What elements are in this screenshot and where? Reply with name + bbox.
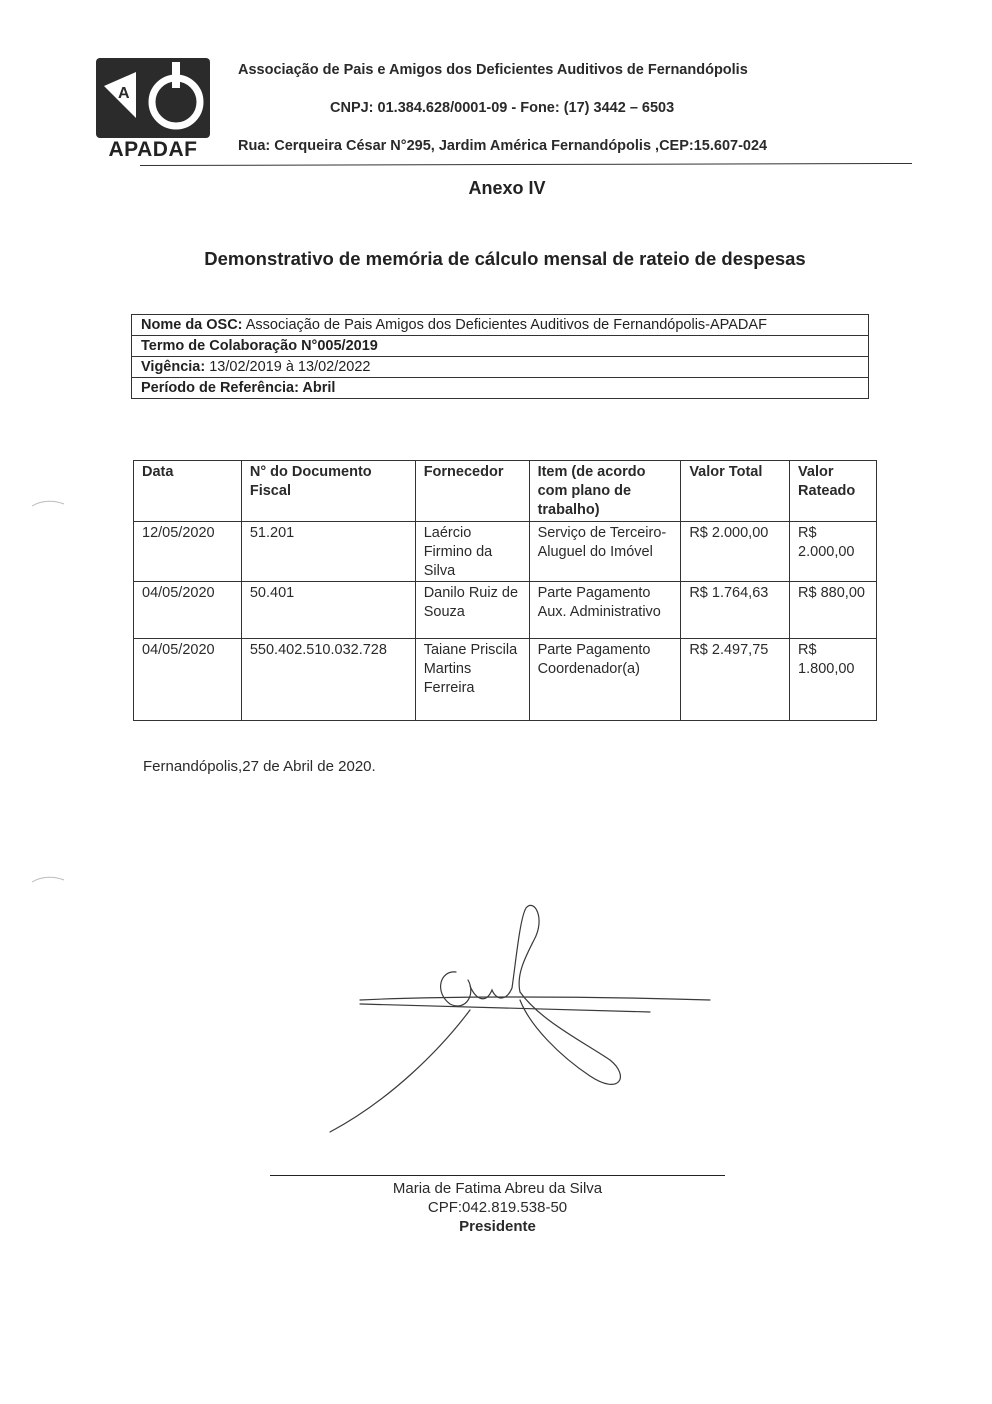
- scan-mark: [30, 498, 66, 508]
- cell-documento: 51.201: [241, 522, 415, 582]
- periodo-referencia: Período de Referência: Abril: [141, 380, 336, 396]
- termo-colaboracao: Termo de Colaboração N°005/2019: [141, 338, 378, 354]
- signer-name: Maria de Fatima Abreu da Silva: [392, 1180, 603, 1197]
- cell-fornecedor: Laércio Firmino da Silva: [415, 522, 529, 582]
- table-header-row: [134, 461, 877, 522]
- org-cnpj-phone: CNPJ: 01.384.628/0001-09 - Fone: (17) 3442 – 6503: [330, 100, 675, 116]
- apadaf-logo: [94, 58, 212, 162]
- col-header-data: Data: [134, 461, 242, 522]
- cell-documento: 50.401: [241, 582, 415, 639]
- cell-data: 04/05/2020: [134, 639, 242, 721]
- col-header-fornecedor: Fornecedor: [415, 461, 529, 522]
- vigencia-label: Vigência:: [141, 359, 206, 375]
- cell-valor-total: R$ 1.764,63: [681, 582, 790, 639]
- place-and-date: Fernandópolis,27 de Abril de 2020.: [143, 758, 376, 775]
- org-address: Rua: Cerqueira César N°295, Jardim América Fernandópolis ,CEP:15.607-024: [238, 138, 768, 154]
- header-divider: [140, 163, 912, 166]
- scan-mark: [30, 874, 66, 884]
- logo-ear-icon: [96, 58, 210, 138]
- cell-valor-rateado: R$ 880,00: [790, 582, 877, 639]
- signature-line: [270, 1175, 725, 1176]
- document-title: Demonstrativo de memória de cálculo mensal de rateio de despesas: [204, 248, 806, 269]
- osc-name-row: [132, 315, 869, 336]
- cell-data: 12/05/2020: [134, 522, 242, 582]
- handwritten-signature: [320, 900, 720, 1150]
- annex-title: Anexo IV: [468, 178, 546, 198]
- periodo-row: [132, 378, 869, 399]
- col-header-documento: N° do Documento Fiscal: [241, 461, 415, 522]
- cell-valor-total: R$ 2.497,75: [681, 639, 790, 721]
- osc-name-label: Nome da OSC:: [141, 317, 243, 333]
- expense-table: [133, 460, 877, 721]
- cell-valor-rateado: R$ 2.000,00: [790, 522, 877, 582]
- col-header-valor-total: Valor Total: [681, 461, 790, 522]
- vigencia-value: 13/02/2019 à 13/02/2022: [205, 359, 371, 375]
- org-name: Associação de Pais e Amigos dos Deficientes Auditivos de Fernandópolis: [238, 62, 748, 78]
- table-row: [134, 639, 877, 721]
- osc-info-table: [131, 314, 869, 399]
- logo-letter: A: [118, 85, 130, 102]
- col-header-item: Item (de acordo com plano de trabalho): [529, 461, 681, 522]
- cell-documento: 550.402.510.032.728: [241, 639, 415, 721]
- cell-data: 04/05/2020: [134, 582, 242, 639]
- cell-valor-total: R$ 2.000,00: [681, 522, 790, 582]
- cell-valor-rateado: R$ 1.800,00: [790, 639, 877, 721]
- termo-row: [132, 336, 869, 357]
- cell-item: Parte Pagamento Coordenador(a): [529, 639, 681, 721]
- cell-item: Serviço de Terceiro- Aluguel do Imóvel: [529, 522, 681, 582]
- cell-fornecedor: Danilo Ruiz de Souza: [415, 582, 529, 639]
- cell-fornecedor: Taiane Priscila Martins Ferreira: [415, 639, 529, 721]
- signer-cpf: CPF:042.819.538-50: [427, 1199, 568, 1216]
- col-header-valor-rateado: Valor Rateado: [790, 461, 877, 522]
- logo-text: APADAF: [108, 138, 198, 161]
- signer-role: Presidente: [459, 1218, 536, 1235]
- osc-name-value: Associação de Pais Amigos dos Deficientes Auditivos de Fernandópolis-APADAF: [242, 317, 767, 333]
- table-row: [134, 582, 877, 639]
- cell-item: Parte Pagamento Aux. Administrativo: [529, 582, 681, 639]
- table-row: [134, 522, 877, 582]
- vigencia-row: [132, 357, 869, 378]
